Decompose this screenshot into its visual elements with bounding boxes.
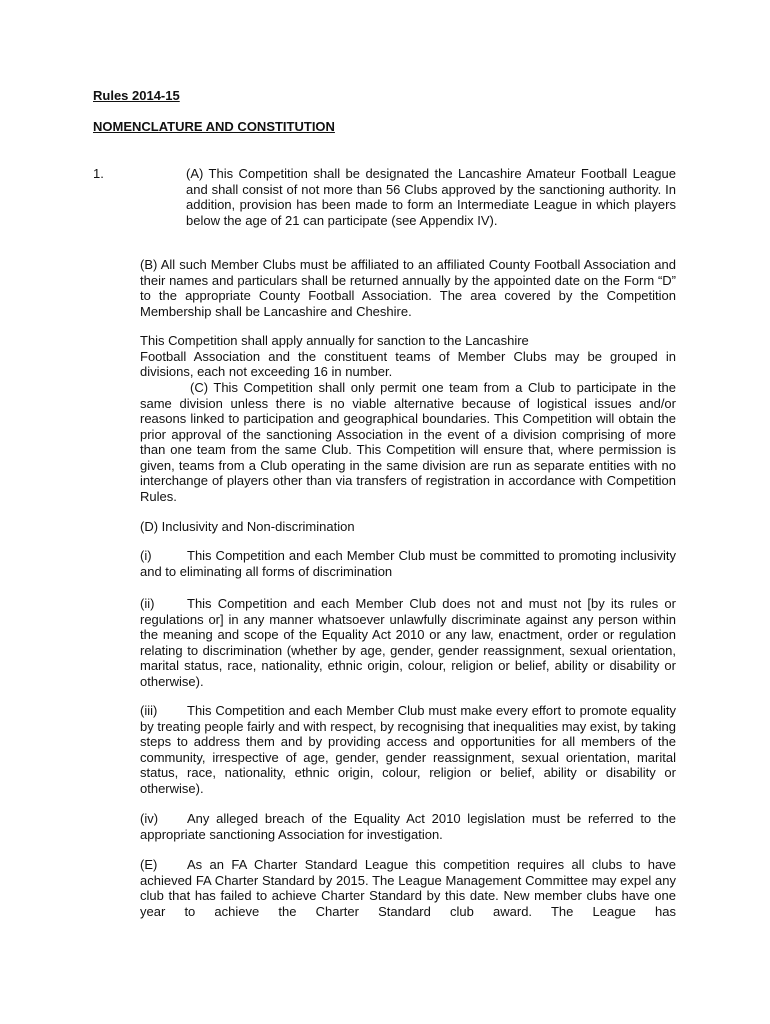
item-ii-label: (ii) [140,596,155,611]
paragraph-d-heading: (D) Inclusivity and Non-discrimination [140,519,355,534]
section-heading: NOMENCLATURE AND CONSTITUTION [93,119,335,134]
item-i-text: This Competition and each Member Club must be committed to promoting inclusivity and to eliminating all forms of discrimination [140,548,676,579]
sanction-line-1: This Competition shall apply annually for sanction to the Lancashire [140,333,529,348]
item-iv-label: (iv) [140,811,159,826]
item-ii-text: This Competition and each Member Club does not and must not [by its rules or regulations or] in any manner whatsoever unlawfully discriminate against any person within the meaning and scope of the Equality Act 2010 or any law, enactment, order or regulation relating to discrimination (whether by age, gender, gender reassignment, sexual orientation, marital status, race, nationality, ethnic origin, colour, religion or belief, ability or disability or otherwise). [140,596,676,689]
item-iv [140,811,676,842]
paragraph-e-text: As an FA Charter Standard League this competition requires all clubs to have achieved FA Charter Standard by 2015. The League Management Committee may expel any club that has failed to achieve Charter Standard by this date. New member clubs have one year to achieve the Charter Standard club award. The League has [140,857,676,919]
item-iii-text: This Competition and each Member Club must make every effort to promote equality by treating people fairly and with respect, by recognising that inequalities may exist, by taking steps to address them and by providing access and opportunities for all members of the community, irrespective of age, gender, gender reassignment, sexual orientation, marital status, race, nationality, ethnic origin, colour, religion or belief, ability or disability or otherwise). [140,703,676,796]
item-ii [140,596,676,689]
sanction-paragraph [140,333,676,380]
item-iv-text: Any alleged breach of the Equality Act 2010 legislation must be referred to the appropriate sanctioning Association for investigation. [140,811,676,842]
document-title: Rules 2014-15 [93,88,180,103]
rule-number: 1. [93,166,104,181]
item-iii-label: (iii) [140,703,158,718]
item-i [140,548,676,579]
sanction-rest: Football Association and the constituent teams of Member Clubs may be grouped in divisions, each not exceeding 16 in number. [140,348,676,379]
paragraph-e-label: (E) [140,857,158,872]
item-i-label: (i) [140,548,152,563]
item-iii [140,703,676,796]
paragraph-e [140,857,676,919]
paragraph-c: (C) This Competition shall only permit one team from a Club to participate in the same division unless there is no viable alternative because of logistical issues and/or reasons linked to participation and geographical boundaries. This Competition will obtain the prior approval of the sanctioning Association in the event of a division comprising of more than one team from the same Club. This Competition will ensure that, where permission is given, teams from a Club operating in the same division are run as separate entities with no interchange of players other than via transfers of registration in accordance with Competition Rules. [140,380,676,504]
paragraph-b: (B) All such Member Clubs must be affiliated to an affiliated County Football Association and their names and particulars shall be returned annually by the appointed date on the Form “D” to the appropriate County Football Association. The area covered by the Competition Membership shall be Lancashire and Cheshire. [140,257,676,319]
paragraph-a: (A) This Competition shall be designated the Lancashire Amateur Football League and shall consist of not more than 56 Clubs approved by the sanctioning authority. In addition, provision has been made to form an Intermediate League in which players below the age of 21 can participate (see Appendix IV). [186,166,676,228]
